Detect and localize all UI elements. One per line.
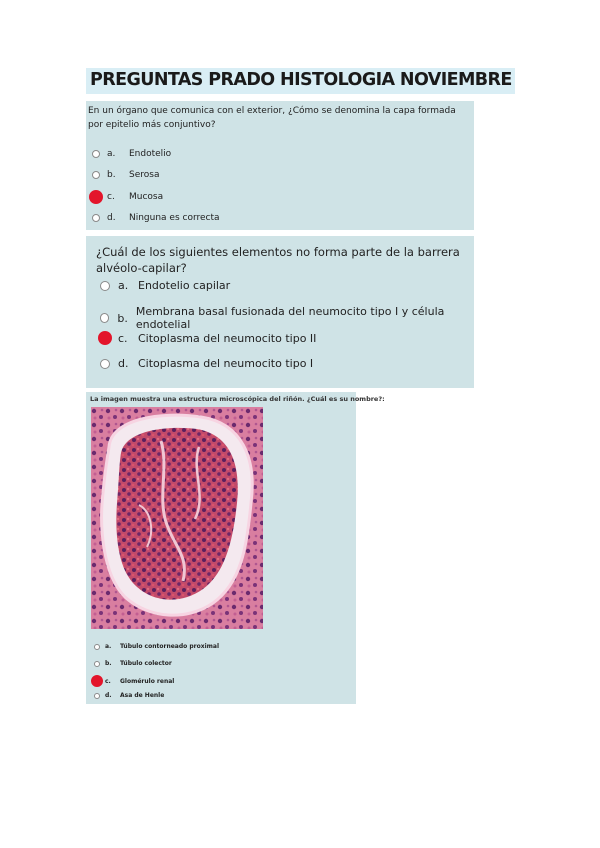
q2-option-d[interactable] (100, 357, 313, 370)
q2-option-a[interactable] (100, 279, 230, 292)
option-text: Ninguna es correcta (129, 213, 220, 223)
option-letter: a. (105, 643, 112, 650)
radio-button[interactable] (94, 693, 100, 699)
question-card-3 (86, 392, 385, 704)
radio-button[interactable] (92, 171, 100, 179)
radio-button[interactable] (100, 281, 110, 291)
radio-button[interactable] (100, 359, 110, 369)
option-text: Endotelio capilar (138, 279, 231, 292)
option-text: Túbulo colector (120, 660, 172, 667)
radio-button-selected[interactable] (91, 675, 103, 687)
option-text: Serosa (129, 170, 160, 180)
option-text: Citoplasma del neumocito tipo I (138, 357, 314, 370)
q1-option-a[interactable] (92, 149, 171, 159)
option-text: Citoplasma del neumocito tipo II (138, 331, 317, 345)
kidney-micrograph-image (91, 407, 263, 629)
option-letter: d. (118, 357, 129, 370)
page-title: PREGUNTAS PRADO HISTOLOGIA NOVIEMBRE (90, 70, 512, 90)
q2-option-b[interactable] (100, 305, 474, 331)
q1-option-c[interactable] (92, 190, 163, 204)
option-letter: a. (118, 279, 129, 292)
option-letter: b. (117, 311, 128, 325)
option-text: Glomérulo renal (120, 677, 175, 685)
option-letter: d. (107, 213, 116, 223)
radio-button[interactable] (92, 214, 100, 222)
radio-button[interactable] (100, 313, 109, 323)
q3-option-d[interactable] (94, 692, 164, 699)
option-text: Membrana basal fusionada del neumocito tipo I y célula endotelial (135, 305, 445, 331)
option-letter: c. (105, 677, 111, 685)
q3-option-b[interactable] (94, 660, 172, 667)
radio-button-selected[interactable] (89, 190, 103, 204)
option-letter: c. (118, 331, 128, 345)
q2-option-c[interactable] (100, 331, 316, 345)
question-1-text: En un órgano que comunica con el exterior, ¿Cómo se denomina la capa formada por epitelio más conjuntivo? (88, 106, 456, 130)
option-letter: a. (107, 149, 116, 159)
question-3-text: La imagen muestra una estructura microscópica del riñón. ¿Cuál es su nombre?: (90, 395, 385, 403)
option-text: Endotelio (129, 149, 172, 159)
radio-button[interactable] (94, 644, 100, 650)
option-text: Asa de Henle (120, 692, 165, 699)
question-2-text: ¿Cuál de los siguientes elementos no forma parte de la barrera alvéolo-capilar? (96, 245, 460, 275)
q1-option-d[interactable] (92, 213, 220, 223)
option-letter: c. (107, 192, 115, 202)
q3-option-c[interactable] (94, 675, 174, 687)
option-letter: b. (107, 170, 116, 180)
option-text: Túbulo contorneado proximal (120, 643, 219, 650)
radio-button[interactable] (92, 150, 100, 158)
q1-option-b[interactable] (92, 170, 159, 180)
option-text: Mucosa (129, 192, 164, 202)
page-title-banner (86, 68, 515, 94)
option-letter: d. (105, 692, 112, 699)
radio-button-selected[interactable] (98, 331, 112, 345)
option-letter: b. (105, 660, 112, 667)
question-card-2 (86, 236, 474, 388)
radio-button[interactable] (94, 661, 100, 667)
question-card-1 (86, 101, 474, 230)
q3-option-a[interactable] (94, 643, 219, 650)
